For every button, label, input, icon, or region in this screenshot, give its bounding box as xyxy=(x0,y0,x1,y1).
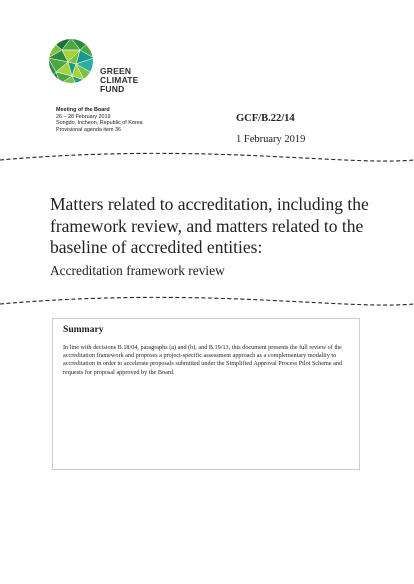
meeting-info xyxy=(56,107,206,133)
document-subtitle: Accreditation framework review xyxy=(50,262,225,278)
logo-wordmark xyxy=(100,67,139,94)
logo-line-2: CLIMATE xyxy=(100,75,139,85)
summary-box xyxy=(52,318,360,470)
agenda-item: Provisional agenda item 36 xyxy=(56,126,122,133)
document-id: GCF/B.22/14 xyxy=(236,113,295,124)
logo-line-1: GREEN xyxy=(100,66,132,76)
document-date: 1 February 2019 xyxy=(236,134,306,145)
meeting-dates: 26 – 28 February 2019 xyxy=(56,113,111,120)
gcf-logo xyxy=(48,38,168,100)
title-block xyxy=(50,194,370,280)
summary-body: In line with decisions B.18/04, paragraphs (a) and (b), and B.19/13, this document presents the full review of the accreditation framework and proposes a project-specific assessment approach as a complementary modality to accreditation in order to accelerate proposals submitted under the Simplified Approval Process Pilot Scheme and requests for proposal approved by the Board. xyxy=(63,344,343,376)
meeting-location: Songdo, Incheon, Republic of Korea xyxy=(56,120,143,127)
globe-icon xyxy=(48,38,94,84)
wave-divider-top xyxy=(0,151,414,165)
wave-divider-bottom xyxy=(0,295,414,309)
summary-heading: Summary xyxy=(63,324,104,335)
document-title: Matters related to accreditation, including the framework review, and matters related to the baseline of accredited entities: xyxy=(50,194,369,257)
logo-line-3: FUND xyxy=(100,84,125,94)
meeting-title: Meeting of the Board xyxy=(56,107,110,113)
